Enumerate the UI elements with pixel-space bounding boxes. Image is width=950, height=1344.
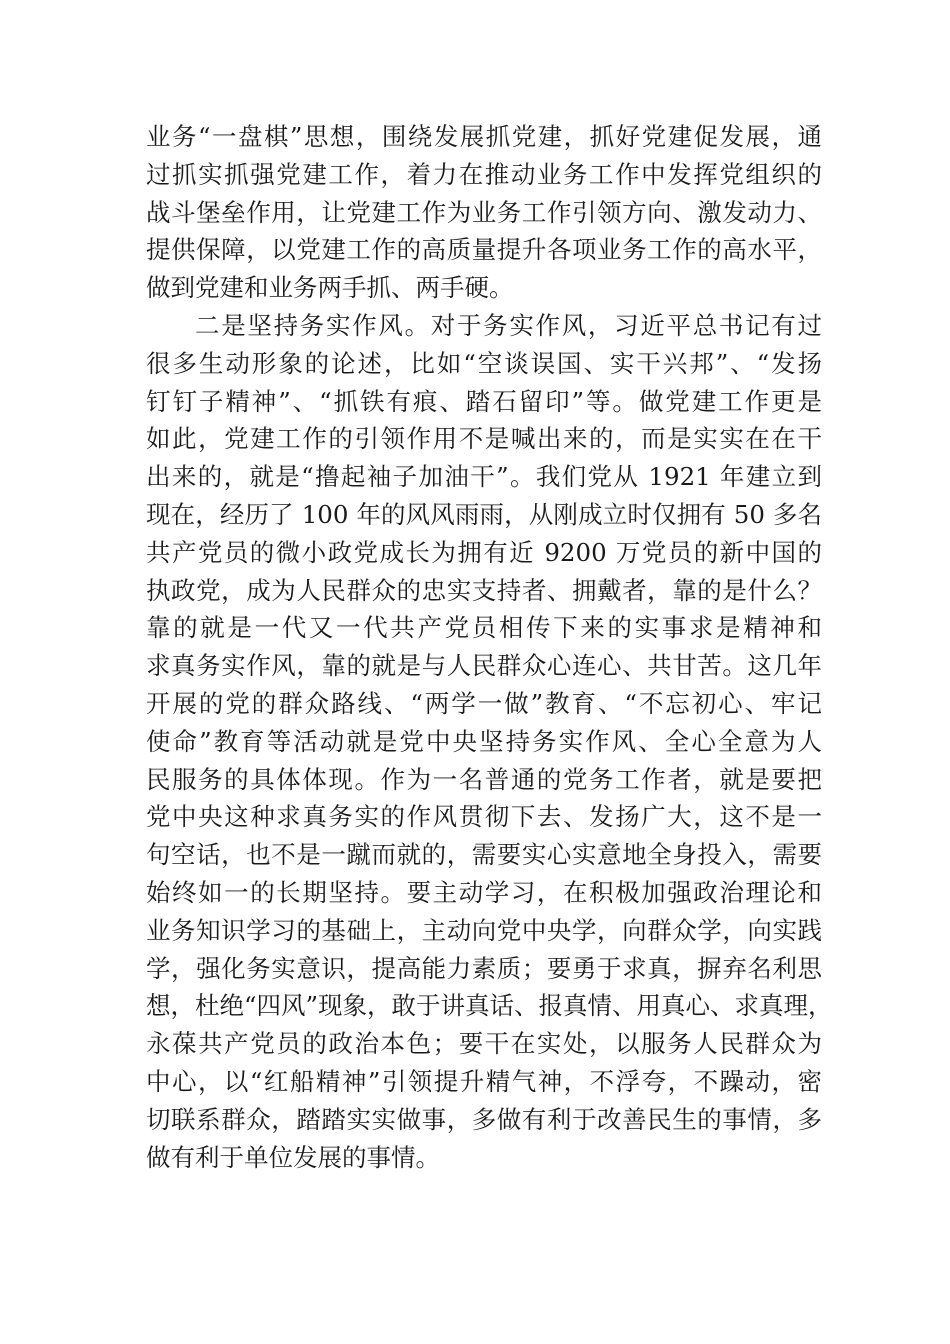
text-line: 求真务实作风，靠的就是与人民群众心连心、共甘苦。这几年 <box>146 651 822 681</box>
text-line: 现在，经历了 100 年的风风雨雨，从刚成立时仅拥有 50 多名 <box>146 499 822 529</box>
text-line: 使命”教育等活动就是党中央坚持务实作风、全心全意为人 <box>146 726 822 756</box>
text-line: 很多生动形象的论述，比如“空谈误国、实干兴邦”、“发扬 <box>146 348 822 378</box>
text-line: 如此，党建工作的引领作用不是喊出来的，而是实实在在干 <box>146 424 822 454</box>
text-line: 民服务的具体体现。作为一名普通的党务工作者，就是要把 <box>146 764 822 794</box>
text-line: 提供保障，以党建工作的高质量提升各项业务工作的高水平， <box>146 235 822 265</box>
text-line: 开展的党的群众路线、“两学一做”教育、“不忘初心、牢记 <box>146 688 822 718</box>
document-body <box>146 118 833 1176</box>
text-line: 党中央这种求真务实的作风贯彻下去、发扬广大，这不是一 <box>146 802 822 832</box>
text-line: 战斗堡垒作用，让党建工作为业务工作引领方向、激发动力、 <box>146 197 822 227</box>
text-line: 始终如一的长期坚持。要主动学习，在积极加强政治理论和 <box>146 877 822 907</box>
text-line: 执政党，成为人民群众的忠实支持者、拥戴者，靠的是什么？ <box>146 575 822 605</box>
text-line: 钉钉子精神”、“抓铁有痕、踏石留印”等。做党建工作更是 <box>146 386 822 416</box>
text-line: 学，强化务实意识，提高能力素质；要勇于求真，摒弃名利思 <box>146 953 822 983</box>
text-line: 业务知识学习的基础上，主动向党中央学，向群众学，向实践 <box>146 915 822 945</box>
text-line: 做到党建和业务两手抓、两手硬。 <box>146 273 514 303</box>
text-line: 切联系群众，踏踏实实做事，多做有利于改善民生的事情，多 <box>146 1104 822 1134</box>
text-line: 中心，以“红船精神”引领提升精气神，不浮夸，不躁动，密 <box>146 1066 822 1096</box>
text-line: 永葆共产党员的政治本色；要干在实处，以服务人民群众为 <box>146 1029 822 1059</box>
text-line: 做有利于单位发展的事情。 <box>146 1142 440 1172</box>
text-line: 出来的，就是“撸起袖子加油干”。我们党从 1921 年建立到 <box>146 462 822 492</box>
text-line: 共产党员的微小政党成长为拥有近 9200 万党员的新中国的 <box>146 537 822 567</box>
paragraph-2 <box>146 307 833 1176</box>
text-line: 靠的就是一代又一代共产党员相传下来的实事求是精神和 <box>146 613 822 643</box>
paragraph-1 <box>146 118 822 307</box>
text-line: 句空话，也不是一蹴而就的，需要实心实意地全身投入，需要 <box>146 840 822 870</box>
text-line: 二是坚持务实作风。对于务实作风，习近平总书记有过 <box>195 310 822 340</box>
text-line: 过抓实抓强党建工作，着力在推动业务工作中发挥党组织的 <box>146 159 822 189</box>
text-line: 想，杜绝“四风”现象，敢于讲真话、报真情、用真心、求真理， <box>146 991 833 1021</box>
text-line: 业务“一盘棋”思想，围绕发展抓党建，抓好党建促发展，通 <box>146 122 822 151</box>
